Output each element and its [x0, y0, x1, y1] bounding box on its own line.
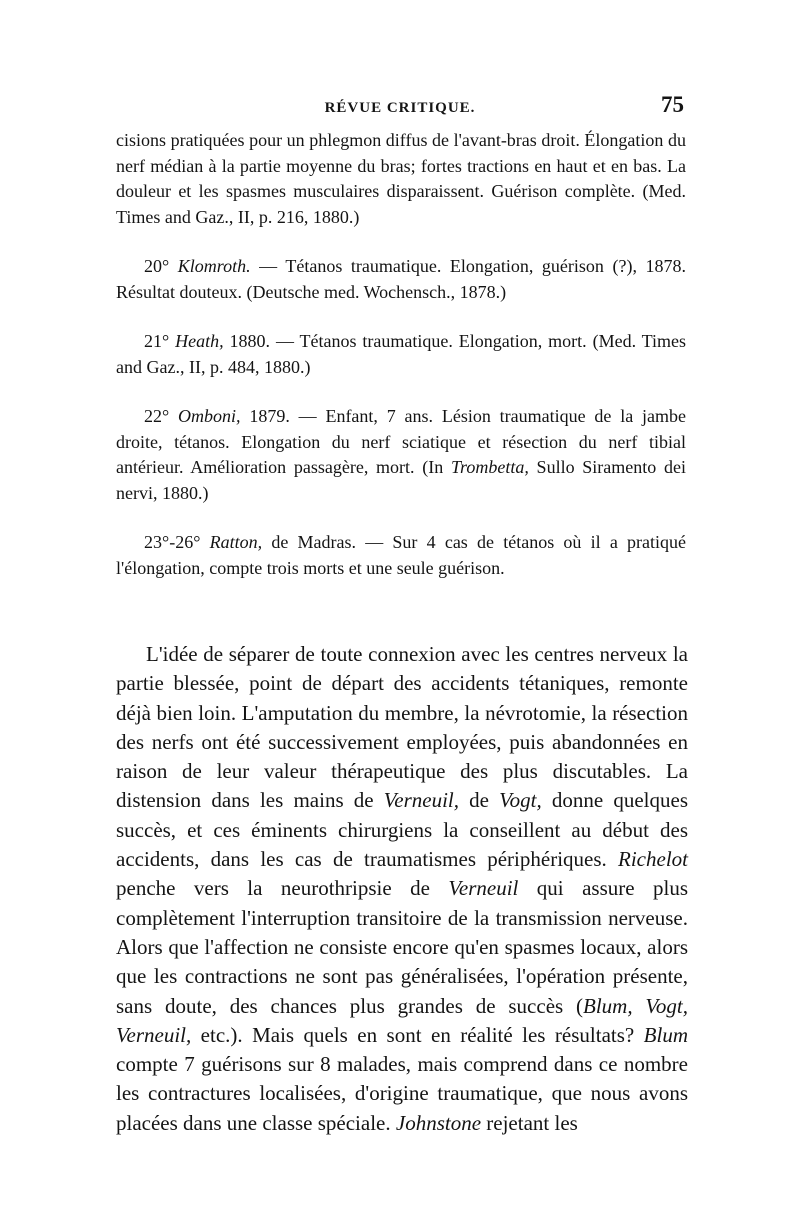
- author-name: Verneuil,: [383, 788, 459, 813]
- author-name: Verneuil: [448, 876, 519, 901]
- page-number: 75: [661, 92, 684, 117]
- paragraph-text: compte 7 guérisons sur 8 malades, mais comprend dans ce nombre les contractures localisées, d'origine traumatique, que nous avons placées dans une classe spéciale.: [116, 1052, 688, 1135]
- paragraph-text: L'idée de séparer de toute connexion avec les centres nerveux la partie blessée, point de départ des accidents tétaniques, remonte déjà bien loin. L'amputation du membre, la névrotomie, la résection des nerfs ont été successivement employées, puis abandonnées en raison de leur valeur thérapeutique des plus discutables. La distension dans les mains de: [116, 642, 688, 813]
- author-name: Vogt,: [645, 993, 688, 1018]
- case-entry-22: [116, 404, 686, 506]
- case-author: Ratton,: [209, 532, 263, 552]
- case-continuation-text: cisions pratiquées pour un phlegmon diffus de l'avant-bras droit. Élongation du nerf médian à la partie moyenne du bras; fortes tractions en haut et en bas. La douleur et les spasmes musculaires disparaissent. Guérison complète. (Med. Times and Gaz., II, p. 216, 1880.): [116, 130, 686, 227]
- case-text: Sullo Siramento dei nervi, 1880.): [116, 457, 686, 503]
- case-entry-23-26: [116, 530, 686, 581]
- case-continuation: [116, 128, 686, 230]
- author-name: Blum: [643, 1022, 688, 1047]
- paragraph-text: penche vers la neurothripsie de: [116, 876, 449, 901]
- case-number: 20°: [144, 256, 170, 276]
- paragraph-text: qui assure plus complètement l'interruption transitoire de la transmission nerveuse. Alors que l'affection ne consiste encore qu'en spasmes locaux, alors que les contractions ne sont pas généralisées, l'opération présente, sans doute, des chances plus grandes de succès (: [116, 876, 688, 1018]
- paragraph-text: rejetant les: [481, 1110, 578, 1135]
- case-author: Klomroth.: [177, 256, 251, 276]
- case-text: 1879. — Enfant, 7 ans. Lésion traumatique de la jambe droite, tétanos. Elongation du nerf sciatique et résection du nerf tibial antérieur. Amélioration passagère, mort. (In: [116, 406, 687, 477]
- paragraph-text: etc.). Mais quels en sont en réalité les résultats?: [191, 1022, 644, 1047]
- case-entry-20: [116, 254, 686, 305]
- case-number: 21°: [144, 331, 170, 351]
- case-text: — Tétanos traumatique. Elongation, guérison (?), 1878. Résultat douteux. (Deutsche med. Wochensch., 1878.): [116, 256, 686, 302]
- case-author: Omboni,: [178, 406, 241, 426]
- author-name: Verneuil,: [116, 1022, 192, 1047]
- author-name: Johnstone: [395, 1110, 482, 1135]
- case-number: 22°: [144, 406, 170, 426]
- author-name: Blum,: [583, 993, 633, 1018]
- case-text: 1880. — Tétanos traumatique. Elongation, mort. (Med. Times and Gaz., II, p. 484, 1880.): [116, 331, 687, 377]
- page-header: [116, 92, 684, 122]
- paragraph-text: donne quelques succès, et ces éminents chirurgiens la conseillent au début des accidents, dans les cas de traumatismes périphériques.: [116, 788, 688, 872]
- case-text: de Madras. — Sur 4 cas de tétanos où il a pratiqué l'élongation, compte trois morts et une seule guérison.: [116, 532, 687, 578]
- case-list: [116, 128, 686, 605]
- case-number: 23°-26°: [144, 532, 201, 552]
- paragraph-text: de: [458, 788, 500, 813]
- paragraph-text: [633, 994, 646, 1018]
- case-entry-21: [116, 329, 686, 380]
- author-name: Richelot: [618, 847, 688, 872]
- author-name: Vogt,: [499, 788, 542, 813]
- case-source-author: Trombetta,: [450, 457, 529, 477]
- running-title: RÉVUE CRITIQUE.: [324, 100, 476, 116]
- case-author: Heath,: [175, 331, 224, 351]
- main-paragraph: [116, 640, 688, 1138]
